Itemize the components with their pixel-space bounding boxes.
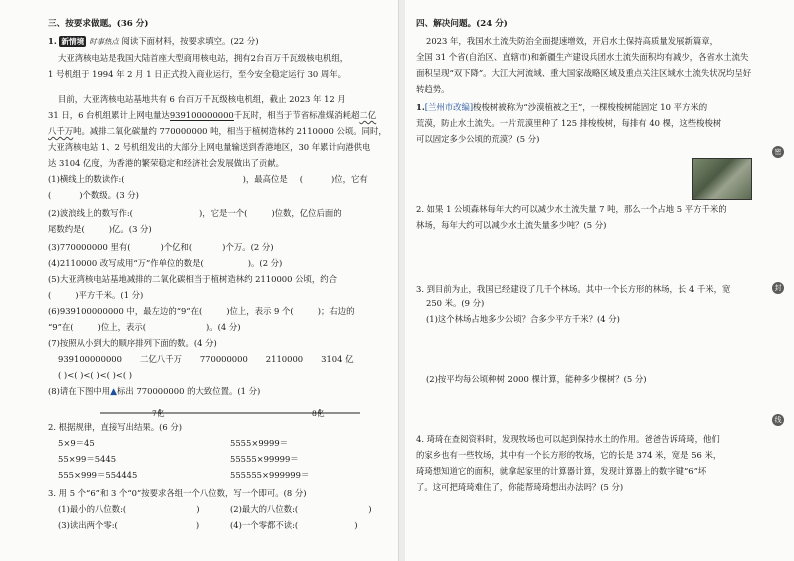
order-num-1: 939100000000	[58, 354, 122, 364]
rq1-line-2: 荒漠，防止水土流失。一片荒漠里种了 125 排梭梭树，每排有 40 棵，这些梭梭树	[416, 118, 722, 128]
side-mark-line: 线	[772, 414, 784, 426]
rq1-text-a: 梭梭树被称为“沙漠植被之王”，一棵梭梭树能固定 10 平方米的	[473, 102, 708, 112]
q3-row-2-left[interactable]	[58, 520, 199, 531]
sub-q6-d: “9”在(	[48, 322, 74, 332]
rq4-line-3: 琦琦想知道它的面积，就拿起家里的计算器计算，发现计算器上的数字键“6”坏	[416, 466, 707, 476]
rq3-line-1: 3. 到目前为止，我国已经建设了几千个林场。其中一个长方形的林场，长 4 千米，宽	[416, 284, 731, 294]
material-line-5	[48, 126, 387, 137]
desert-trees-photo	[692, 158, 752, 200]
wavy-number-part1: 二亿	[359, 110, 377, 120]
q3-two-zero-close: )	[195, 520, 200, 530]
sub-q4	[48, 258, 282, 269]
q2-row-3-left: 555×999＝554445	[58, 470, 138, 480]
wavy-number-part2: 八千万	[48, 126, 74, 136]
sub-q7-numbers	[58, 354, 353, 365]
sub-q6	[48, 306, 354, 317]
q3-max-close: )	[368, 504, 372, 514]
sub-q1-d: )个数级。(3 分)	[79, 190, 139, 200]
sub-q2-a: (2)波浪线上的数写作:(	[48, 208, 133, 218]
section4-title: 四、解决问题。	[416, 19, 477, 29]
section3-title: 三、按要求做题。	[48, 19, 117, 29]
sub-q3-b: )个亿和(	[160, 242, 193, 252]
sub-q1: (1)横线上的数读作:( )，最高位是 ( )位，它有	[48, 174, 368, 184]
sub-q3-c: )个万。(2 分)	[222, 242, 274, 252]
q3-row-2-right[interactable]	[230, 520, 357, 531]
sub-q8-a: (8)请在下图中用	[48, 386, 111, 396]
material-line-1: 大亚湾核电站是我国大陆首座大型商用核电站，拥有2台百万千瓦级核电机组，	[58, 53, 349, 63]
material-line-5-text: 吨。减排二氧化碳量约 770000000 吨，相当于植树造林约 2110000 公顷。同时，	[73, 126, 387, 136]
order-num-2: 二亿八千万	[139, 354, 182, 364]
sub-q1-c: )位，它有	[331, 174, 368, 184]
section4-score: (24 分)	[476, 19, 508, 29]
sub-q7: (7)按照从小到大的顺序排列下面的数。(4 分)	[48, 338, 217, 348]
q3-row-1-right[interactable]	[230, 504, 371, 515]
q1-header: 1. 新情境 时事热点 阅读下面材料，按要求填空。(22 分)	[48, 36, 259, 46]
sub-q1-tail: ( )个数级。(3 分)	[48, 190, 139, 200]
material-line-6: 大亚湾核电站 1、2 号机组发出的大部分上网电量输送到香港地区，30 年累计向港供电	[48, 142, 371, 152]
sub-q6-b: )位上，表示 9 个(	[226, 306, 294, 316]
sub-q4-b: )。(2 分)	[247, 258, 283, 268]
rq4-line-1: 4. 琦琦在查阅资料时，发现牧场也可以起到保持水土的作用。爸爸告诉琦琦，他们	[416, 434, 720, 444]
q3-min-close: )	[196, 504, 200, 514]
q3-max-label: (2)最大的八位数:(	[230, 504, 299, 514]
rq1-source-tag: [兰州市改编]	[424, 102, 474, 112]
order-num-5: 3104 亿	[321, 354, 354, 364]
sub-q1-a: (1)横线上的数读作:(	[48, 174, 125, 184]
q3-two-zero-label: (3)读出两个零:(	[58, 520, 118, 530]
sub-q2-d: 尾数约是(	[48, 224, 85, 234]
sub-q8	[48, 386, 260, 398]
sub-q1-b: )，最高位是	[242, 174, 288, 184]
rq3-sub-1: (1)这个林场占地多少公顷？合多少平方千米？(4 分)	[426, 314, 620, 324]
sub-q5-b: )平方千米。(1 分)	[75, 290, 144, 300]
sub-q2	[48, 208, 342, 219]
page-gutter	[398, 0, 405, 561]
q3-no-zero-label: (4)一个零都不读:(	[230, 520, 299, 530]
intro-line-4: 转趋势。	[416, 84, 450, 94]
material-line-4a: 31 日，6 台机组累计上网电量达	[48, 110, 170, 120]
sub-q8-b: 标出 770000000 的大致位置。(1 分)	[117, 386, 261, 396]
sub-q3-a: (3)770000000 里有(	[48, 242, 131, 252]
q2-header: 2. 根据规律，直接写出结果。(6 分)	[48, 422, 183, 432]
triangle-icon: ▲	[110, 387, 118, 397]
side-mark-seal: 密	[772, 146, 784, 158]
sub-q2-c: )位数，亿位后面的	[271, 208, 342, 218]
material-line-3: 目前，大亚湾核电站基地共有 6 台百万千瓦级核电机组，截止 2023 年 12 月	[58, 94, 346, 104]
rq2-line-2: 林场，每年大约可以减少水土流失量多少吨？(5 分)	[416, 220, 607, 230]
q3-header: 3. 用 5 个“6”和 3 个“0”按要求各组一个八位数，写一个即可。(8 分)	[48, 488, 307, 498]
q1-intro: 阅读下面材料，按要求填空。(22 分)	[121, 36, 259, 46]
sub-q6-tail	[48, 322, 241, 333]
rq1-line-1	[416, 102, 707, 113]
sub-q6-c: )；右边的	[317, 306, 355, 316]
q2-row-2-right[interactable]: 55555×99999＝	[230, 454, 299, 464]
right-column	[410, 0, 760, 561]
order-num-3: 770000000	[199, 354, 248, 364]
q2-row-1-right[interactable]: 5555×9999＝	[230, 438, 289, 448]
number-line-left-label: 7亿	[152, 409, 165, 418]
rq1-number: 1.	[416, 102, 425, 112]
intro-line-1: 2023 年，我国水土流失防治全面提速增效，开启水土保持高质量发展新篇章，	[426, 36, 718, 46]
material-line-7: 达 3104 亿度，为香港的繁荣稳定和经济社会发展做出了贡献。	[48, 158, 285, 168]
left-column	[40, 0, 392, 561]
q2-row-2-left: 55×99＝5445	[58, 454, 117, 464]
section3-score: (36 分)	[116, 19, 149, 29]
sub-q5: (5)大亚湾核电站基地减排的二氧化碳相当于植树造林约 2110000 公顷，约合	[48, 274, 337, 284]
sub-q2-e: )亿。(3 分)	[108, 224, 152, 234]
intro-line-2: 全国 31 个省(自治区、直辖市)和新疆生产建设兵团水土流失面积均有减少，各省水土流失	[416, 52, 749, 62]
underlined-number: 939100000000	[169, 110, 234, 120]
material-line-4b: 千瓦时，相当于节省标准煤消耗超	[233, 110, 360, 120]
rq4-line-2: 的家乡也有一些牧场，其中有一个长方形的牧场，它的长是 374 米，宽是 56 米，	[416, 450, 722, 460]
q3-min-label: (1)最小的八位数:(	[58, 504, 127, 514]
sub-q5-tail: ( )平方千米。(1 分)	[48, 290, 144, 300]
section4-header	[416, 19, 508, 30]
intro-line-3: 面积呈现“双下降”。大江大河流域、重大国家战略区域及重点关注区域水土流失状况均呈好	[416, 68, 752, 78]
sub-q6-e: )位上，表示(	[97, 322, 146, 332]
order-num-4: 2110000	[265, 354, 304, 364]
rq1-line-3: 可以固定多少公顷的荒漠？(5 分)	[416, 134, 540, 144]
sub-q2-b: )，它是一个(	[198, 208, 248, 218]
sub-q4-a: (4)2110000 改写成用“万”作单位的数是(	[48, 258, 204, 268]
new-context-tag: 新情境	[61, 37, 85, 46]
q3-no-zero-close: )	[354, 520, 358, 530]
sub-q6-a: (6)939100000000 中，最左边的“9”在(	[48, 306, 203, 316]
rq2-line-1: 2. 如果 1 公顷森林每年大约可以减少水土流失量 7 吨，那么一个占地 5 平方千米的	[416, 204, 727, 214]
section3-header	[48, 19, 148, 30]
material-line-4	[48, 110, 376, 121]
q2-row-3-right[interactable]: 555555×999999＝	[230, 470, 310, 480]
q2-row-1-left: 5×9＝45	[58, 438, 95, 448]
rq3-sub-2: (2)按平均每公顷种树 2000 棵计算，能种多少棵树？(5 分)	[426, 374, 647, 384]
sub-q2-tail	[48, 224, 152, 235]
hot-topic-tag: 时事热点	[89, 37, 119, 46]
rq3-line-2: 250 米。(9 分)	[426, 298, 485, 308]
sub-q3	[48, 242, 273, 253]
side-mark-envelope: 封	[772, 282, 784, 294]
sub-q6-f: )。(4 分)	[205, 322, 241, 332]
q3-row-1-left[interactable]	[58, 504, 199, 515]
number-line-right-label: 8亿	[312, 409, 325, 418]
material-line-2: 1 号机组于 1994 年 2 月 1 日正式投入商业运行，至今安全稳定运行 30 周年。	[48, 69, 347, 79]
rq4-line-4: 了。这可把琦琦难住了，你能帮琦琦想出办法吗？(5 分)	[416, 482, 624, 492]
order-answer-blanks[interactable]: ( )<( )<( )<( )<( )	[58, 370, 133, 380]
